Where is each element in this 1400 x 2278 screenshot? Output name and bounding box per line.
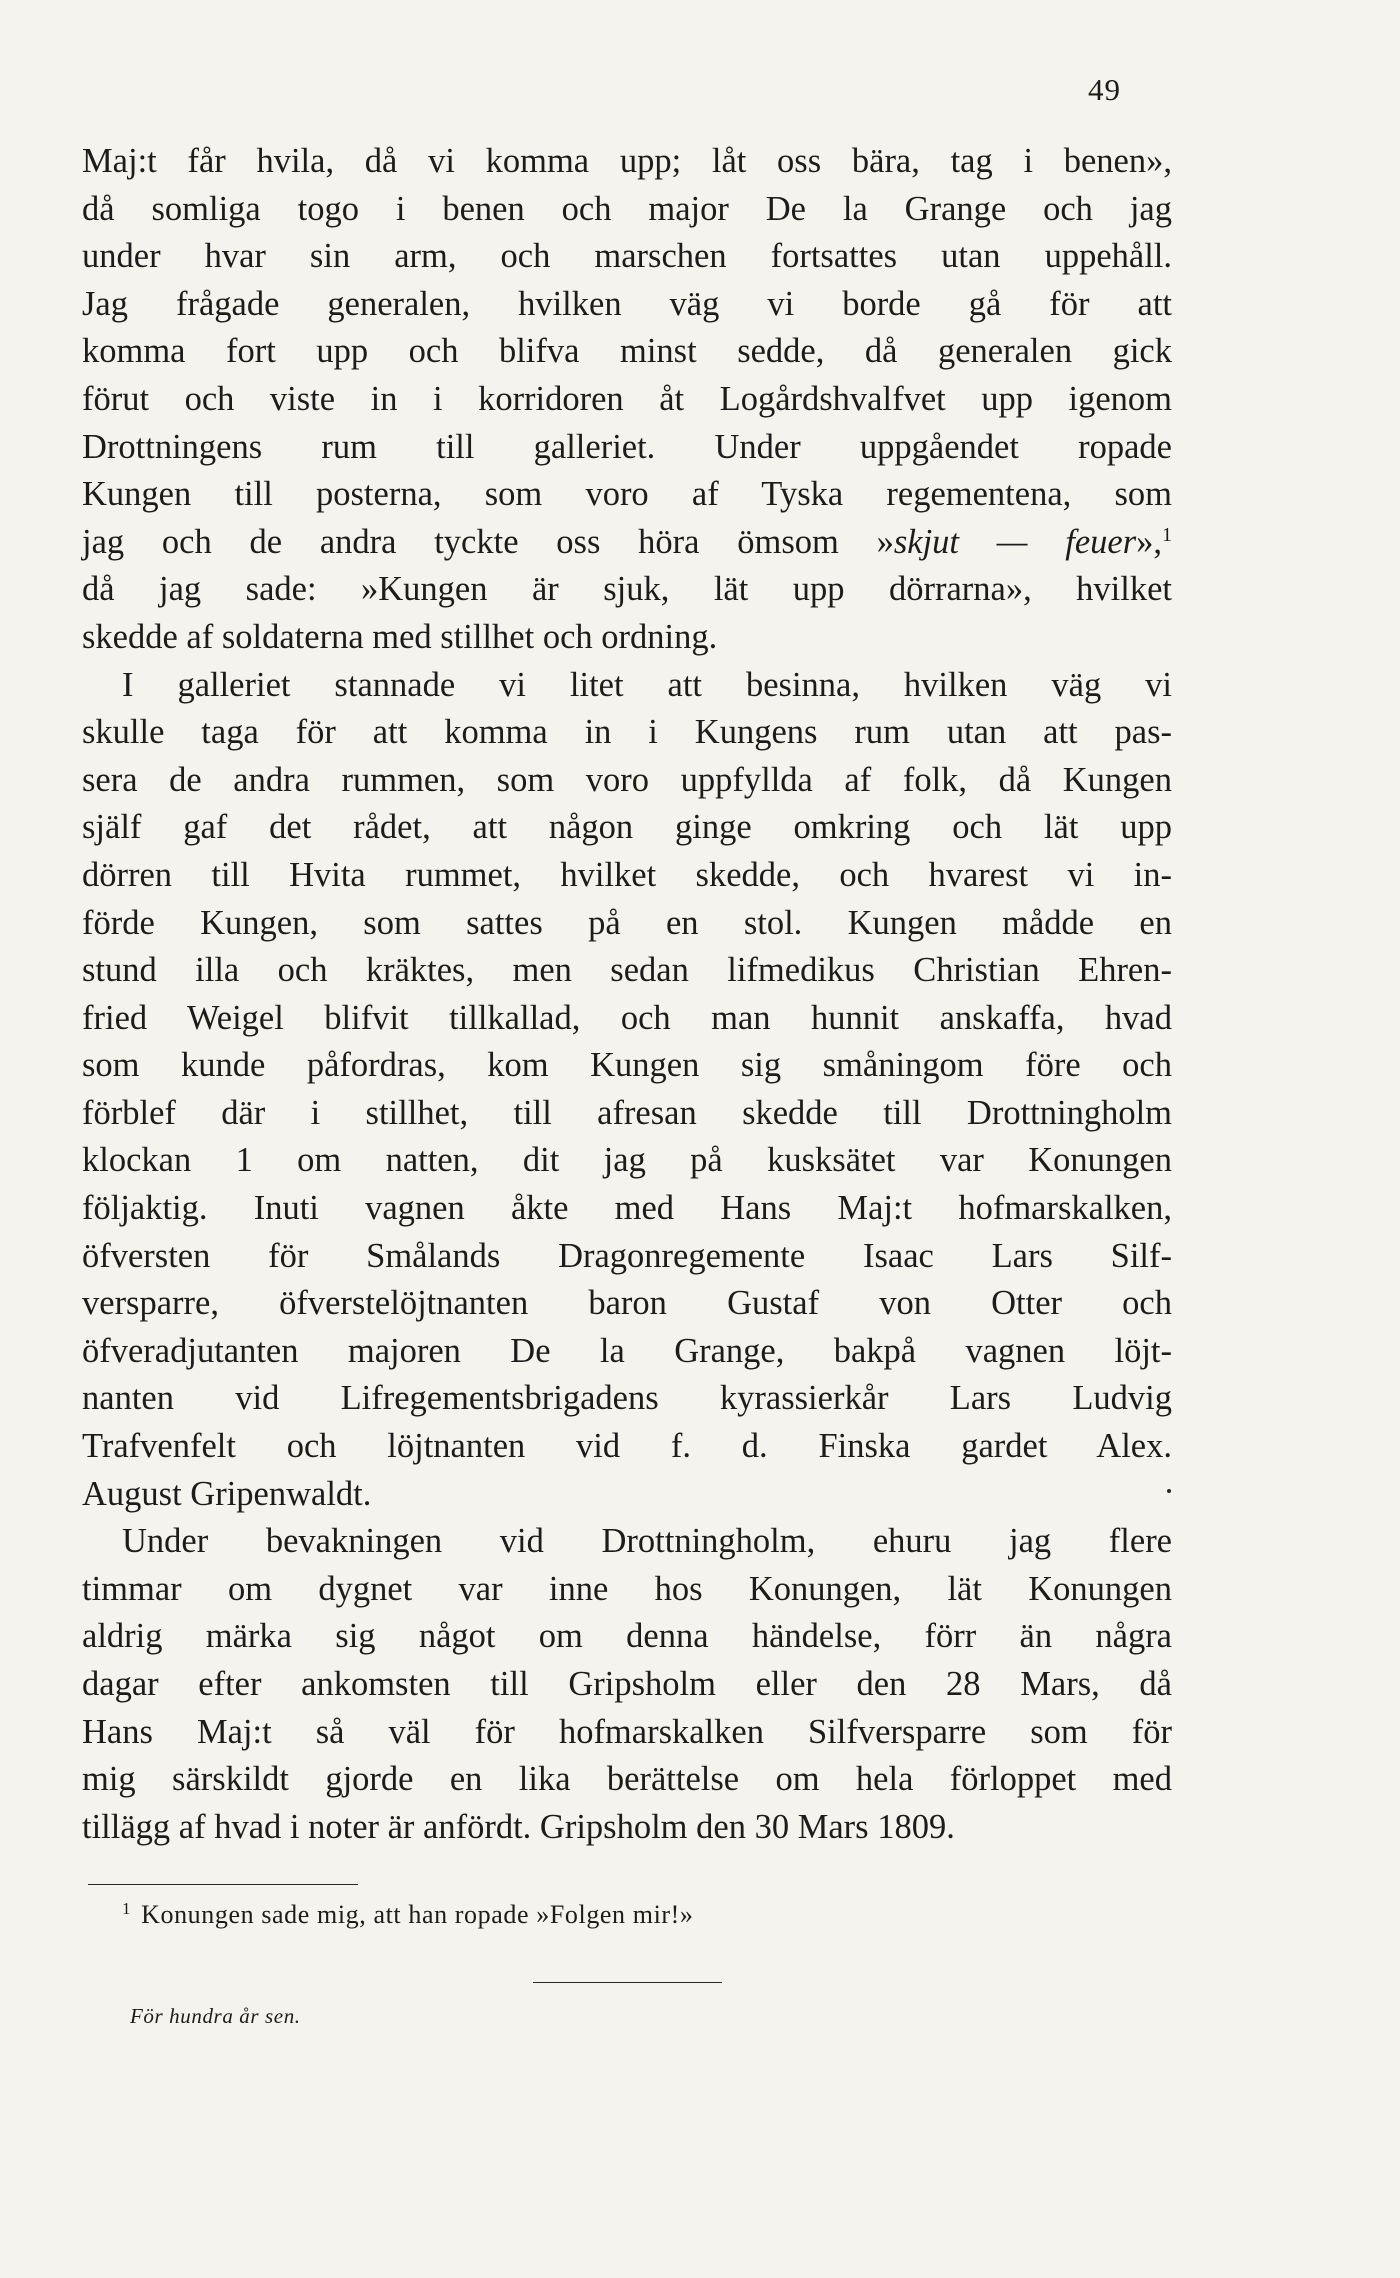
print-speck xyxy=(1167,1489,1171,1493)
text-line: dörren till Hvita rummet, hvilket skedde, och hvarest vi in- xyxy=(82,855,1172,894)
text-segment: », xyxy=(1136,522,1162,561)
text-line: mig särskildt gjorde en lika berättelse om hela förloppet med xyxy=(82,1760,1172,1799)
text-line: Kungen till posterna, som voro af Tyska regementena, som xyxy=(82,475,1172,514)
text-segment: jag och de andra tyckte oss höra ömsom » xyxy=(82,522,894,561)
text-line: timmar om dygnet var inne hos Konungen, lät Konungen xyxy=(82,1569,1172,1608)
text-line: då jag sade: »Kungen är sjuk, lät upp dörrarna», hvilket xyxy=(82,570,1172,609)
text-line: aldrig märka sig något om denna händelse, förr än några xyxy=(82,1617,1172,1656)
text-line: skulle taga för att komma in i Kungens rum utan att pas- xyxy=(82,713,1172,752)
text-line: förut och viste in i korridoren åt Logårdshvalfvet upp igenom xyxy=(82,379,1172,418)
footnote xyxy=(122,1900,694,1930)
text-line: fried Weigel blifvit tillkallad, och man hunnit anskaffa, hvad xyxy=(82,998,1172,1037)
text-line: som kunde påfordras, kom Kungen sig småningom före och xyxy=(82,1046,1172,1085)
text-line: under hvar sin arm, och marschen fortsattes utan uppehåll. xyxy=(82,237,1172,276)
text-line: versparre, öfverstelöjtnanten baron Gustaf von Otter och xyxy=(82,1284,1172,1323)
paragraph-first-line: Under bevakningen vid Drottningholm, ehuru jag flere xyxy=(122,1522,1172,1561)
text-line: Maj:t får hvila, då vi komma upp; låt oss bära, tag i benen», xyxy=(82,142,1172,180)
text-line: då somliga togo i benen och major De la Grange och jag xyxy=(82,189,1172,228)
text-line: klockan 1 om natten, dit jag på kusksätet var Konungen xyxy=(82,1141,1172,1180)
text-line: öfversten för Smålands Dragonregemente Isaac Lars Silf- xyxy=(82,1236,1172,1275)
text-line: själf gaf det rådet, att någon ginge omkring och lät upp xyxy=(82,808,1172,847)
footnote-reference: 1 xyxy=(1162,523,1172,546)
footnote-divider xyxy=(88,1884,358,1885)
text-line: Drottningens rum till galleriet. Under uppgåendet ropade xyxy=(82,427,1172,466)
text-line: stund illa och kräktes, men sedan lifmedikus Christian Ehren- xyxy=(82,951,1172,990)
text-line: Hans Maj:t så väl för hofmarskalken Silfversparre som för xyxy=(82,1712,1172,1751)
footnote-text: Konungen sade mig, att han ropade »Folgen mir!» xyxy=(141,1900,694,1929)
text-line: följaktig. Inuti vagnen åkte med Hans Maj:t hofmarskalken, xyxy=(82,1189,1172,1228)
paragraph-first-line: I galleriet stannade vi litet att besinna, hvilken väg vi xyxy=(122,665,1172,704)
text-line: förblef där i stillhet, till afresan skedde till Drottningholm xyxy=(82,1093,1172,1132)
text-line-with-footnote-ref xyxy=(82,519,1172,567)
text-line: August Gripenwaldt. xyxy=(82,1474,372,1513)
text-line: nanten vid Lifregementsbrigadens kyrassierkår Lars Ludvig xyxy=(82,1379,1172,1418)
text-line: dagar efter ankomsten till Gripsholm eller den 28 Mars, då xyxy=(82,1665,1172,1703)
signature-rule xyxy=(533,1982,722,1983)
text-line: förde Kungen, som sattes på en stol. Kungen mådde en xyxy=(82,903,1172,942)
text-line: Jag frågade generalen, hvilken väg vi borde gå för att xyxy=(82,284,1172,323)
body-text xyxy=(82,138,1172,1851)
footnote-mark: 1 xyxy=(122,1899,132,1918)
text-line: sera de andra rummen, som voro uppfyllda af folk, då Kungen xyxy=(82,760,1172,799)
page-number: 49 xyxy=(1088,72,1121,107)
italic-phrase: skjut — feuer xyxy=(893,522,1137,561)
text-line: tillägg af hvad i noter är anfördt. Gripsholm den 30 Mars 1809. xyxy=(82,1807,955,1846)
running-footer: För hundra år sen. xyxy=(130,2004,301,2028)
text-line: öfveradjutanten majoren De la Grange, bakpå vagnen löjt- xyxy=(82,1331,1172,1370)
text-line: skedde af soldaterna med stillhet och ordning. xyxy=(82,617,718,656)
text-line: Trafvenfelt och löjtnanten vid f. d. Finska gardet Alex. xyxy=(82,1427,1172,1466)
text-line: komma fort upp och blifva minst sedde, då generalen gick xyxy=(82,332,1172,371)
